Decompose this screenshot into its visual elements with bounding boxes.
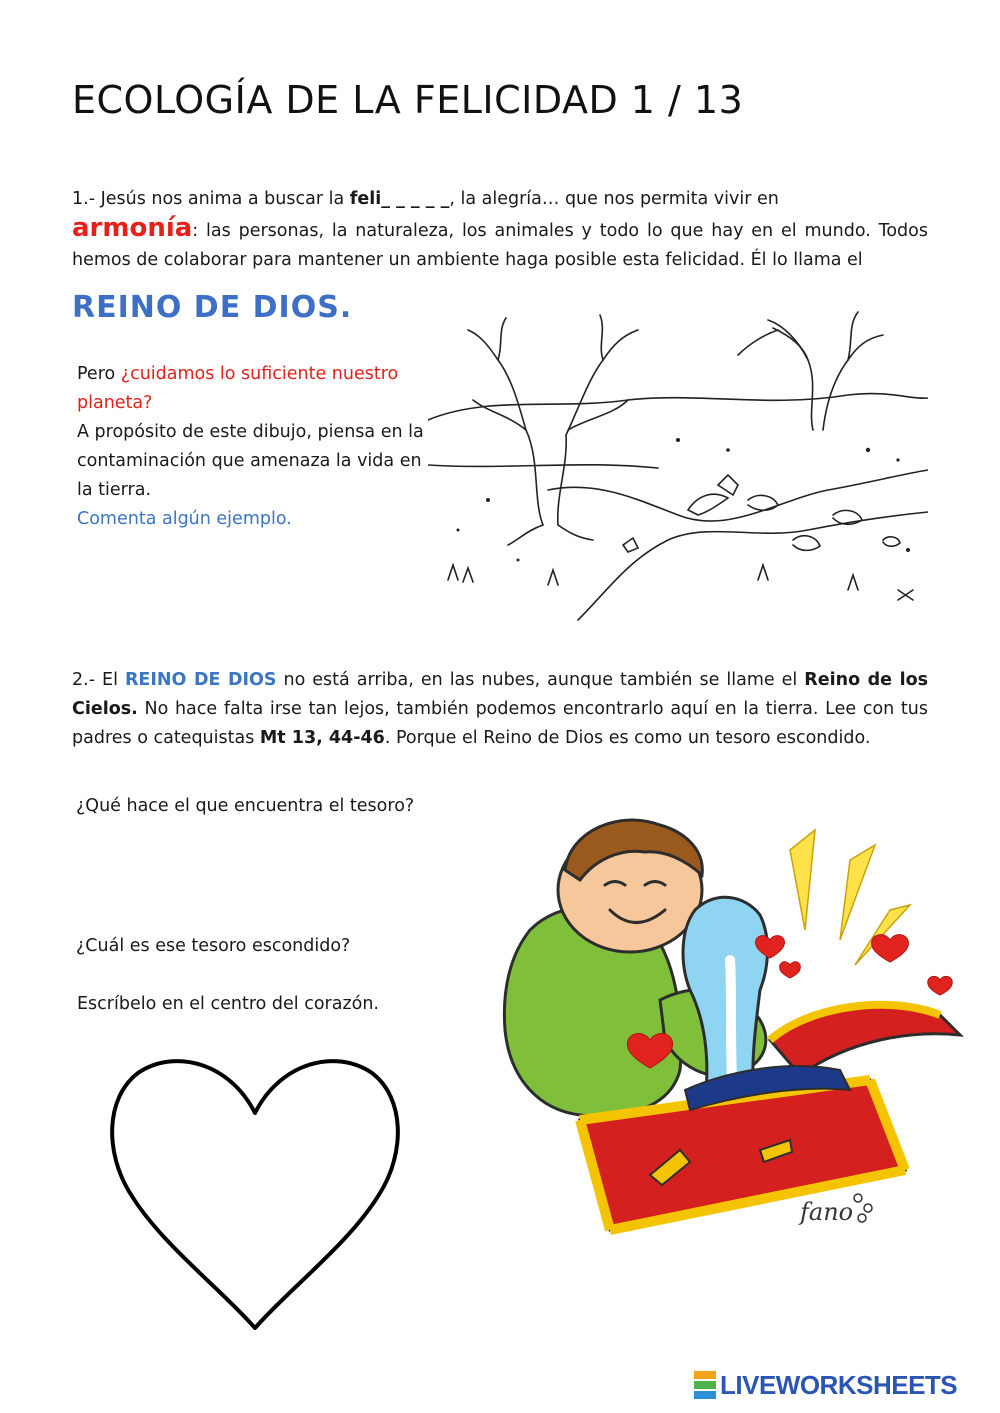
q2-text-3: No hace falta irse tan lejos, también podemos encontrarlo aquí en la tierra. Lee con tus padres o catequistas (72, 699, 928, 748)
q1-text-2: , la alegría… que nos permita vivir en (449, 189, 779, 209)
brand-name: LIVEWORKSHEETS (720, 1369, 958, 1400)
artist-signature: fano (800, 1198, 854, 1226)
page-title: ECOLOGÍA DE LA FELICIDAD 1 / 13 (72, 78, 744, 122)
reino-de-los-cielos: Reino de los Cielos. (72, 670, 929, 719)
felicidad-blank[interactable]: feli_ _ _ _ _ (349, 189, 450, 209)
question-2-text (72, 666, 928, 753)
question-hidden-treasure: ¿Cuál es ese tesoro escondido? (76, 936, 351, 956)
armonia-word: armonía (72, 213, 193, 243)
side-text-2: A propósito de este dibujo, piensa en la contaminación que amenaza la vida en la tierra. (77, 422, 424, 500)
treasure-chest-illustration (470, 790, 970, 1270)
q2-text-4: . Porque el Reino de Dios es como un tesoro escondido. (384, 728, 871, 748)
question-treasure-finder: ¿Qué hace el que encuentra el tesoro? (76, 796, 415, 816)
bible-reference: Mt 13, 44-46 (259, 728, 385, 748)
q2-text-2: no está arriba, en las nubes, aunque también se llame el (276, 670, 805, 690)
reino-de-dios-inline: REINO DE DIOS (124, 670, 277, 690)
q2-text-1: 2.- El (72, 670, 125, 690)
planet-question-red: ¿cuidamos lo suficiente nuestro planeta? (77, 364, 399, 413)
polluted-landscape-illustration (428, 300, 928, 624)
heart-instruction: Escríbelo en el centro del corazón. (77, 994, 379, 1014)
planet-question (77, 360, 427, 534)
question-1-text (72, 185, 928, 275)
heart-outline-drawing[interactable] (100, 1043, 410, 1333)
q1-text-1: 1.- Jesús nos anima a buscar la (72, 189, 350, 209)
q1-text-3: : las personas, la naturaleza, los animales y todo lo que hay en el mundo. Todos hemos de colaborar para mantener un ambiente haga posible esta felicidad. Él lo llama el (72, 221, 928, 270)
liveworksheets-logo (694, 1370, 957, 1400)
side-text-1: Pero (77, 364, 121, 384)
comment-prompt: Comenta algún ejemplo. (77, 509, 292, 529)
logo-bars-icon (694, 1371, 716, 1399)
reino-de-dios-heading: REINO DE DIOS. (72, 290, 353, 325)
